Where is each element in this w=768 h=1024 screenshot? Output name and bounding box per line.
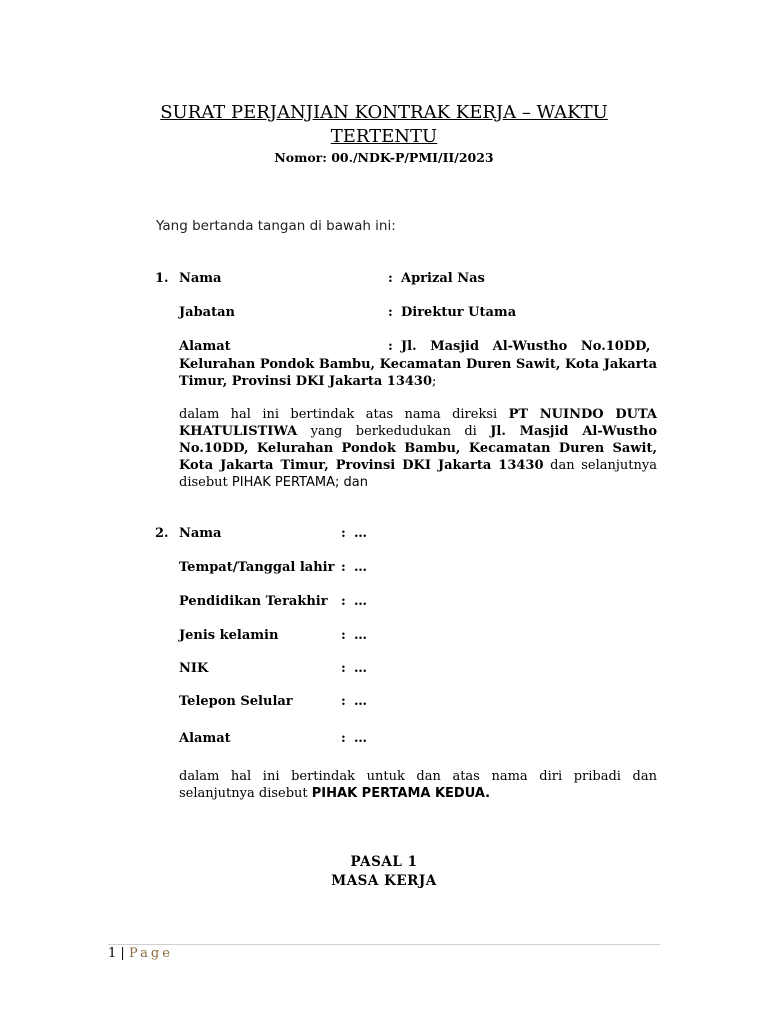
party2-field-label: NIK	[179, 661, 209, 676]
party2-field-value: …	[354, 628, 367, 643]
party2-field-value: …	[354, 594, 367, 609]
party1-name-value: Aprizal Nas	[401, 271, 485, 286]
party1-desc-pre: dalam hal ini bertindak atas nama direksi	[179, 407, 509, 422]
party2-field-label: Telepon Selular	[179, 694, 293, 709]
party1-desc-post: dan selanjutnya disebut	[179, 458, 658, 490]
party2-field-colon: :	[341, 661, 346, 676]
party2-field-value: …	[354, 731, 367, 746]
party1-description	[179, 406, 657, 491]
title-line-1: SURAT PERJANJIAN KONTRAK KERJA – WAKTU	[160, 102, 608, 123]
party2-field-colon: :	[341, 594, 346, 609]
party2-number: 2.	[155, 526, 169, 541]
article-heading: PASAL 1	[350, 854, 418, 870]
intro-text: Yang bertanda tangan di bawah ini:	[156, 218, 396, 234]
footer-divider	[108, 944, 660, 945]
party2-field-colon: :	[341, 560, 346, 575]
party1-alamat-end: ;	[432, 374, 437, 389]
party2-field-value: …	[354, 661, 367, 676]
party2-field-label: Jenis kelamin	[179, 628, 279, 643]
party2-field-value: …	[354, 560, 367, 575]
party2-field-colon: :	[341, 694, 346, 709]
party1-alamat-rest	[179, 356, 657, 390]
party1-role: PIHAK PERTAMA	[231, 475, 335, 490]
party1-jabatan-colon: :	[388, 305, 393, 320]
party2-desc-pre: dalam hal ini bertindak untuk dan atas nama diri pribadi dan selanjutnya disebut	[179, 769, 657, 801]
party2-field-value: …	[354, 526, 367, 541]
party1-desc-mid: yang berkedudukan di	[297, 424, 491, 439]
party2-field-label: Alamat	[179, 731, 231, 746]
document-number: Nomor: 00./NDK-P/PMI/II/2023	[274, 150, 494, 165]
party1-name-colon: :	[388, 271, 393, 286]
party1-desc-end: ; dan	[334, 475, 368, 490]
page-footer	[108, 946, 173, 961]
party2-field-label: Pendidikan Terakhir	[179, 594, 328, 609]
party1-jabatan-value: Direktur Utama	[401, 305, 517, 320]
party1-alamat-rest-text: Kelurahan Pondok Bambu, Kecamatan Duren Sawit, Kota Jakarta Timur, Provinsi DKI Jakarta 13430	[179, 357, 657, 389]
party2-field-colon: :	[341, 628, 346, 643]
page-label: Page	[128, 946, 173, 961]
party1-name-label: Nama	[179, 271, 222, 286]
party2-role: PIHAK PERTAMA KEDUA.	[311, 786, 491, 801]
party2-field-label: Tempat/Tanggal lahir	[179, 560, 335, 575]
document-title	[120, 101, 648, 149]
party2-field-colon: :	[341, 526, 346, 541]
party2-field-value: …	[354, 694, 367, 709]
party1-number: 1.	[155, 271, 169, 286]
company-address: Jl. Masjid Al-Wustho No.10DD, Kelurahan Pondok Bambu, Kecamatan Duren Sawit, Kota Jakarta Timur, Provinsi DKI Jakarta 13430	[179, 424, 657, 473]
page-number: 1	[108, 946, 117, 961]
party1-alamat-label: Alamat	[179, 339, 231, 354]
party1-alamat-value-line1: Jl. Masjid Al-Wustho No.10DD,	[401, 339, 651, 354]
article-subheading: MASA KERJA	[331, 873, 437, 889]
party1-alamat-colon: :	[388, 339, 393, 354]
company-name: PT NUINDO DUTA KHATULISTIWA	[179, 407, 657, 439]
party1-jabatan-label: Jabatan	[179, 305, 235, 320]
party2-field-label: Nama	[179, 526, 222, 541]
page-separator: |	[120, 946, 125, 961]
party2-description	[179, 768, 657, 802]
title-line-2: TERTENTU	[330, 126, 438, 147]
party2-field-colon: :	[341, 731, 346, 746]
